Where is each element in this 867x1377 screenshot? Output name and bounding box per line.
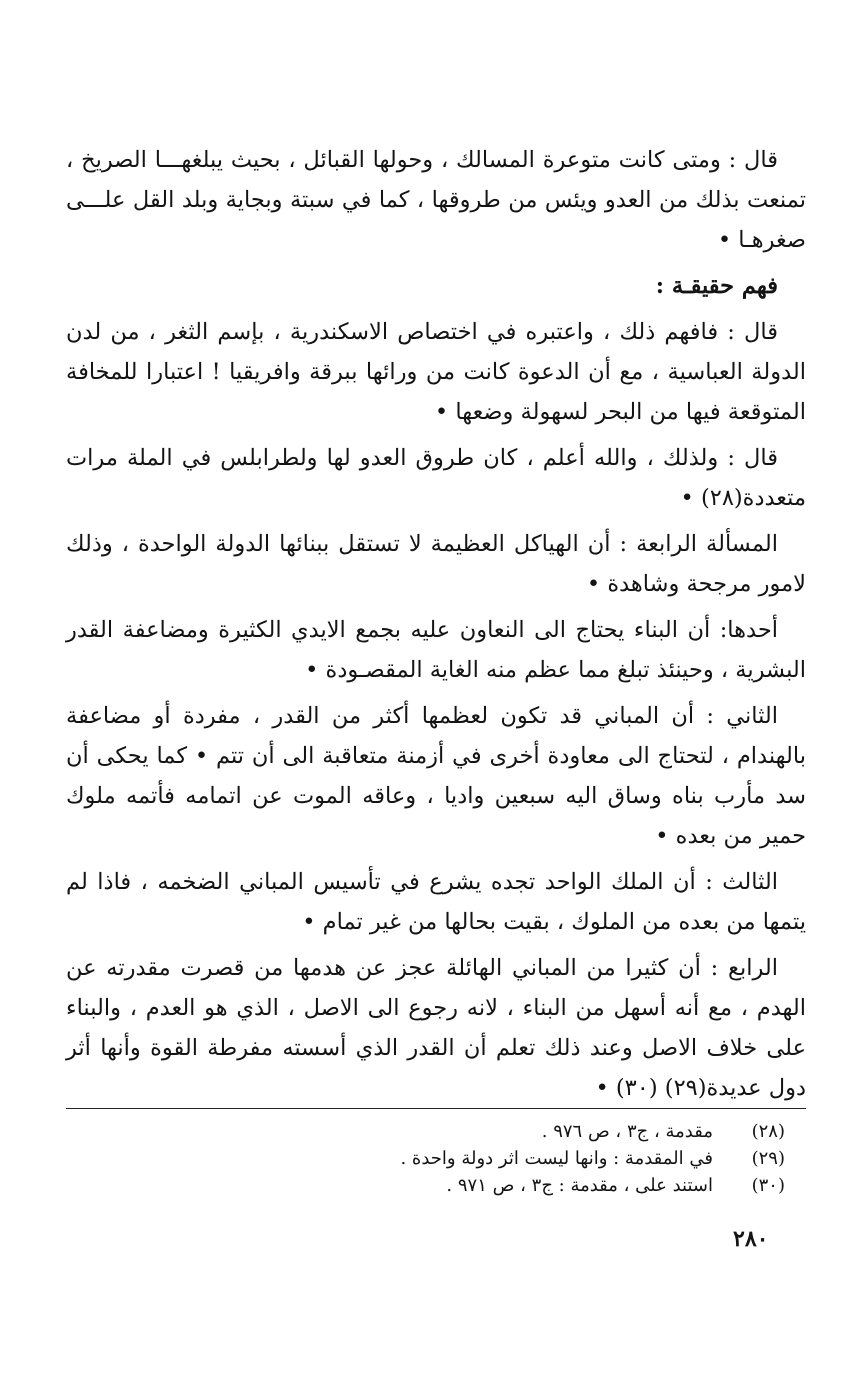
section-heading: فهم حقيقـة : (655, 273, 778, 299)
footnote-divider (66, 1108, 806, 1109)
paragraph: قال : ومتى كانت متوعرة المسالك ، وحولها القبائل ، بحيث يبلغهـــا الصريخ ، تمنعت بذلك من العدو ويئس من طروقها ، كما في سبتة وبجاية وبلد القل علـــى صغرهـا • (66, 147, 806, 253)
footnote-text: مقدمة ، ج٣ ، ص ٩٧٦ . (541, 1121, 713, 1142)
paragraph: أحدها: أن البناء يحتاج الى النعاون عليه بجمع الايدي الكثيرة ومضاعفة القدر البشرية ، وحينئذ تبلغ مما عظم منه الغاية المقصـودة • (66, 617, 806, 683)
main-text (66, 140, 806, 1114)
footnote-text: استند على ، مقدمة : ج٣ ، ص ٩٧١ . (446, 1175, 713, 1196)
footnote-text: في المقدمة : وانها ليست اثر دولة واحدة . (400, 1148, 713, 1169)
footnote (280, 1118, 785, 1145)
footnote (280, 1172, 785, 1199)
footnote-number: (٣٠) (751, 1175, 785, 1196)
footnote (280, 1145, 785, 1172)
paragraph: المسألة الرابعة : أن الهياكل العظيمة لا تستقل ببنائها الدولة الواحدة ، وذلك لامور مرجحة وشاهدة • (66, 531, 806, 597)
paragraph: الرابع : أن كثيرا من المباني الهائلة عجز عن هدمها من قصرت مقدرته عن الهدم ، مع أنه أسهل من البناء ، لانه رجوع الى الاصل ، الذي هو العدم ، والبناء على خلاف الاصل وعند ذلك تعلم أن القدر الذي أسسته مفرطة القوة وأنها أثر دول عديدة(٢٩) (٣٠) • (66, 955, 806, 1101)
paragraph: الثالث : أن الملك الواحد تجده يشرع في تأسيس المباني الضخمه ، فاذا لم يتمها من بعده من الملوك ، بقيت بحالها من غير تمام • (66, 869, 806, 935)
footnote-number: (٢٩) (751, 1148, 785, 1169)
page-number: ٢٨٠ (733, 1226, 769, 1252)
footnotes (280, 1118, 785, 1199)
paragraph: الثاني : أن المباني قد تكون لعظمها أكثر من القدر ، مفردة أو مضاعفة بالهندام ، لتحتاج الى معاودة أخرى في أزمنة متعاقبة الى أن تتم • كما يحكى أن سد مأرب بناه وساق اليه سبعين واديا ، وعاقه الموت عن اتمامه فأتمه ملوك حمير من بعده • (66, 703, 806, 849)
paragraph: قال : فافهم ذلك ، واعتبره في اختصاص الاسكندرية ، بإسم الثغر ، من لدن الدولة العباسية ، مع أن الدعوة كانت من ورائها ببرقة وافريقيا ! اعتبارا للمخافة المتوقعة فيها من البحر لسهولة وضعها • (66, 319, 806, 425)
paragraph: قال : ولذلك ، والله أعلم ، كان طروق العدو لها ولطرابلس في الملة مرات متعددة(٢٨) • (66, 445, 806, 511)
footnote-number: (٢٨) (751, 1121, 785, 1142)
